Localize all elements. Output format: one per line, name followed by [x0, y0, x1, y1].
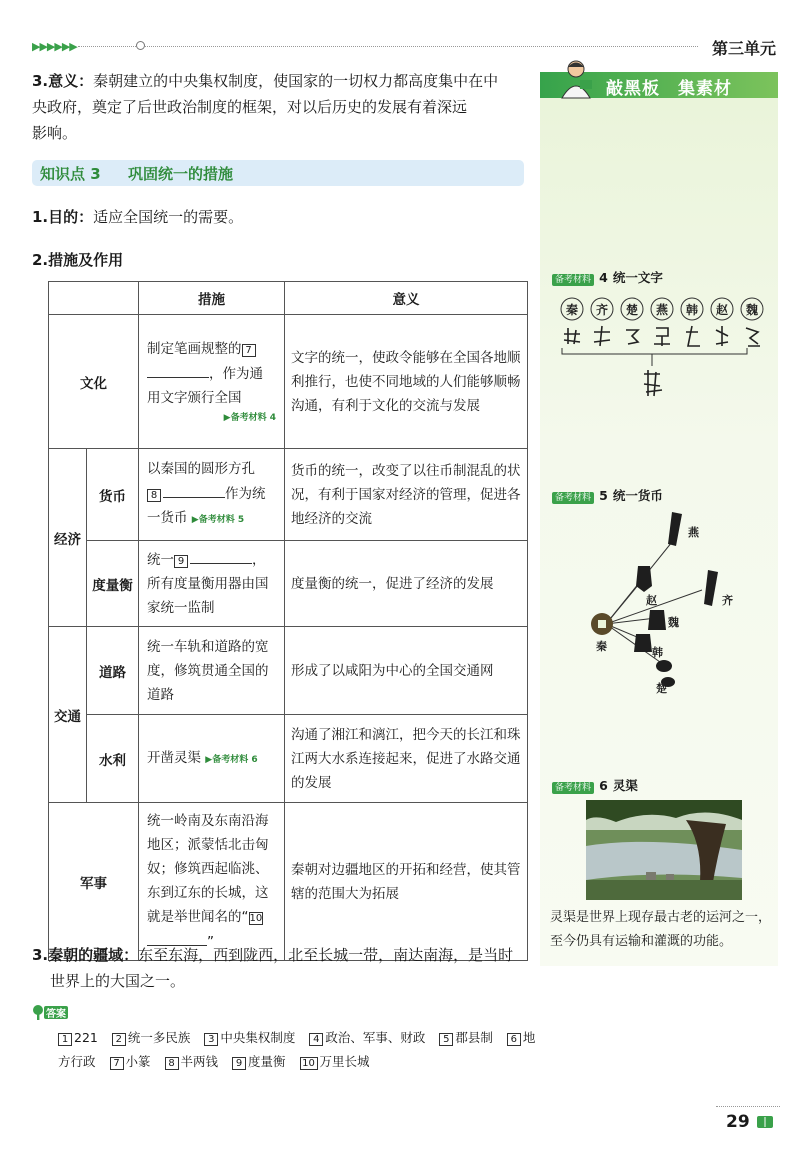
book-icon	[756, 1115, 774, 1129]
measures-label: 2.措施及作用	[32, 251, 124, 269]
answer-num: 6	[507, 1033, 521, 1046]
measure-text: 统一	[147, 552, 174, 568]
ref-material-5: ▶备考材料 5	[191, 515, 245, 525]
meaning-water: 沟通了湘江和漓江，把今天的长江和珠江两大水系连接起来，促进了水路交通的发展	[285, 715, 528, 803]
answer-num: 8	[165, 1057, 179, 1070]
material-4-num: 4	[599, 270, 608, 285]
material-tag: 备考材料	[552, 782, 594, 794]
item3-line2: 央政府，奠定了后世政治制度的框架，对以后历史的发展有着深远	[32, 98, 468, 116]
header-dot	[136, 41, 145, 50]
table-header-empty	[49, 282, 139, 315]
state-zhao: 赵	[715, 303, 729, 317]
cat-economy: 经济	[49, 449, 87, 627]
blank-number: 8	[147, 489, 161, 502]
ref-material-4: ▶备考材料 4	[223, 413, 276, 423]
state-han: 韩	[685, 303, 699, 317]
page-number	[726, 1112, 774, 1132]
measure-text: ，所有度量衡用器由国家统一监制	[147, 552, 269, 616]
meaning-measures: 度量衡的统一，促进了经济的发展	[285, 541, 528, 627]
answer-num: 3	[204, 1033, 218, 1046]
material-5-num: 5	[599, 488, 608, 503]
measure-text: 以秦国的圆形方孔	[147, 461, 255, 477]
coin-label-zhao: 赵	[646, 594, 657, 607]
coin-label-yan: 燕	[688, 526, 699, 539]
state-qin: 秦	[565, 303, 579, 317]
han-spade-coin	[634, 634, 652, 652]
sub-water: 水利	[87, 715, 139, 803]
purpose-text: 适应全国统一的需要。	[93, 208, 244, 226]
material-tag: 备考材料	[552, 492, 594, 504]
cat-military: 军事	[49, 803, 139, 961]
answer-num: 5	[439, 1033, 453, 1046]
answer-text: 地	[522, 1030, 536, 1045]
ancient-glyphs	[564, 326, 760, 396]
knowledge-point-title: 巩固统一的措施	[128, 165, 234, 183]
table-header-measure: 措施	[139, 282, 285, 315]
answer-text: 中央集权制度	[220, 1030, 296, 1045]
material-5-heading	[552, 485, 663, 504]
state-yan: 燕	[655, 303, 669, 317]
table-row-measures	[49, 541, 528, 627]
material-6-title: 灵渠	[612, 778, 638, 793]
meaning-culture: 文字的统一，使政令能够在全国各地顺利推行，也使不同地域的人们能够顺畅沟通，有利于文化的交流与发展	[285, 315, 528, 449]
answer-text: 万里长城	[319, 1054, 370, 1069]
measure-text: 作为统一货币	[147, 486, 266, 526]
material-5-title: 统一货币	[612, 488, 663, 503]
answer-text: 统一多民族	[127, 1030, 191, 1045]
state-chu: 楚	[625, 303, 639, 317]
answer-text: 半两钱	[180, 1054, 219, 1069]
blank-number: 10	[249, 913, 263, 924]
meaning-military: 秦朝对边疆地区的开拓和经营，使其管辖的范围大为拓展	[285, 803, 528, 961]
answer-num: 10	[300, 1057, 318, 1070]
measure-culture	[139, 315, 285, 449]
purpose-paragraph	[32, 204, 524, 230]
answer-text: 度量衡	[248, 1054, 286, 1069]
qi-knife-coin	[704, 570, 718, 606]
lingqu-caption: 灵渠是世界上现存最古老的运河之一，至今仍具有运输和灌溉的功能。	[550, 910, 772, 949]
answer-item	[165, 1052, 219, 1070]
measure-text: ”	[207, 934, 214, 950]
measure-military	[139, 803, 285, 961]
measure-text: 统一岭南及东南沿海地区；派蒙恬北击匈奴；修筑西起临洮、东到辽东的长城，这就是举世闻名的“	[147, 813, 269, 925]
measure-text: ，作为通用文字颁行全国	[147, 366, 263, 406]
knowledge-point-label: 知识点 3	[40, 165, 101, 183]
page-number-text: 29	[726, 1112, 750, 1132]
item3-line3: 影响。	[32, 124, 78, 142]
item3-paragraph	[32, 68, 524, 146]
unified-currency-diagram	[580, 506, 760, 696]
measure-currency	[139, 449, 285, 541]
answer-icon-label: 答案	[46, 1009, 66, 1020]
unit-title: 第三单元	[711, 39, 776, 58]
sidebar-title: 敲黑板 集素材	[606, 79, 732, 99]
sub-roads: 道路	[87, 627, 139, 715]
sub-currency: 货币	[87, 449, 139, 541]
table-row-water	[49, 715, 528, 803]
table-header-row	[49, 282, 528, 315]
material-4-heading	[552, 267, 663, 286]
measure-measures	[139, 541, 285, 627]
fill-blank	[163, 481, 225, 498]
answer-item	[58, 1030, 98, 1046]
cat-transport: 交通	[49, 627, 87, 803]
knowledge-point-bar	[32, 160, 524, 186]
measures-table	[48, 281, 528, 961]
answer-num: 9	[232, 1057, 246, 1070]
table-header-meaning: 意义	[285, 282, 528, 315]
territory-line1: 东至东海，西到陇西，北至长城一带，南达南海，是当时	[138, 946, 514, 964]
table-row-culture	[49, 315, 528, 449]
material-6-heading	[552, 775, 638, 794]
sub-measures: 度量衡	[87, 541, 139, 627]
table-row-currency	[49, 449, 528, 541]
state-wei: 魏	[745, 303, 759, 317]
answer-item	[507, 1028, 536, 1046]
answer-item	[110, 1052, 151, 1070]
answer-num: 1	[58, 1033, 72, 1046]
cat-culture: 文化	[49, 315, 139, 449]
territory-paragraph	[32, 942, 524, 994]
fill-blank	[190, 547, 252, 564]
meaning-roads: 形成了以咸阳为中心的全国交通网	[285, 627, 528, 715]
answer-item	[204, 1028, 295, 1046]
header-rule	[78, 46, 698, 47]
answers-line2	[58, 1052, 380, 1070]
coin-label-qin: 秦	[596, 640, 607, 653]
answer-text: 221	[74, 1030, 98, 1045]
measure-text: 制定笔画规整的	[147, 341, 242, 357]
meaning-currency: 货币的统一，改变了以往币制混乱的状况，有利于国家对经济的管理，促进各地经济的交流	[285, 449, 528, 541]
header-arrows: ▶▶▶▶▶▶	[32, 40, 77, 53]
item3-label: 3.意义：	[32, 72, 94, 90]
answer-text: 方行政	[58, 1054, 96, 1069]
coin-label-chu: 楚	[656, 682, 667, 695]
material-tag: 备考材料	[552, 274, 594, 286]
blank-number: 9	[174, 555, 188, 568]
ref-material-6: ▶备考材料 6	[205, 754, 258, 765]
state-qi: 齐	[595, 303, 609, 317]
territory-label: 3.秦朝的疆域：	[32, 946, 139, 964]
answer-text: 小篆	[125, 1054, 151, 1069]
page-number-rule	[716, 1106, 780, 1107]
yan-knife-coin	[668, 512, 682, 546]
answers-line1	[58, 1028, 535, 1046]
answer-icon	[30, 1003, 70, 1021]
answer-item	[300, 1052, 370, 1070]
zhao-spade-coin	[636, 566, 652, 592]
answer-text: 郡县制	[455, 1030, 493, 1045]
table-row-military	[49, 803, 528, 961]
chu-ant-nose-coin	[656, 660, 672, 672]
unified-script-diagram	[552, 292, 774, 402]
answer-text: 政治、军事、财政	[325, 1030, 426, 1045]
answer-item	[112, 1028, 191, 1046]
table-row-roads	[49, 627, 528, 715]
answer-num: 7	[110, 1057, 124, 1070]
wei-spade-coin	[648, 610, 666, 630]
answer-item	[232, 1052, 286, 1070]
blank-number: 7	[242, 344, 256, 357]
item3-line1: 秦朝建立的中央集权制度，使国家的一切权力都高度集中在中	[93, 72, 499, 90]
answer-item	[439, 1028, 493, 1046]
person-icon	[554, 58, 600, 104]
measure-roads: 统一车轨和道路的宽度，修筑贯通全国的道路	[139, 627, 285, 715]
measure-text: 开凿灵渠	[147, 749, 201, 766]
answer-item	[309, 1028, 425, 1046]
coin-label-han: 韩	[652, 646, 663, 659]
coin-label-wei: 魏	[668, 616, 679, 629]
territory-line2: 世界上的大国之一。	[50, 972, 186, 990]
answer-num: 2	[112, 1033, 126, 1046]
answer-num: 4	[309, 1033, 323, 1046]
purpose-label: 1.目的：	[32, 208, 94, 226]
fill-blank	[147, 361, 209, 378]
material-6-num: 6	[599, 778, 608, 793]
coin-label-qi: 齐	[722, 594, 733, 607]
material-4-title: 统一文字	[612, 270, 663, 285]
lingqu-canal-photo	[586, 800, 742, 900]
measure-water	[139, 715, 285, 803]
